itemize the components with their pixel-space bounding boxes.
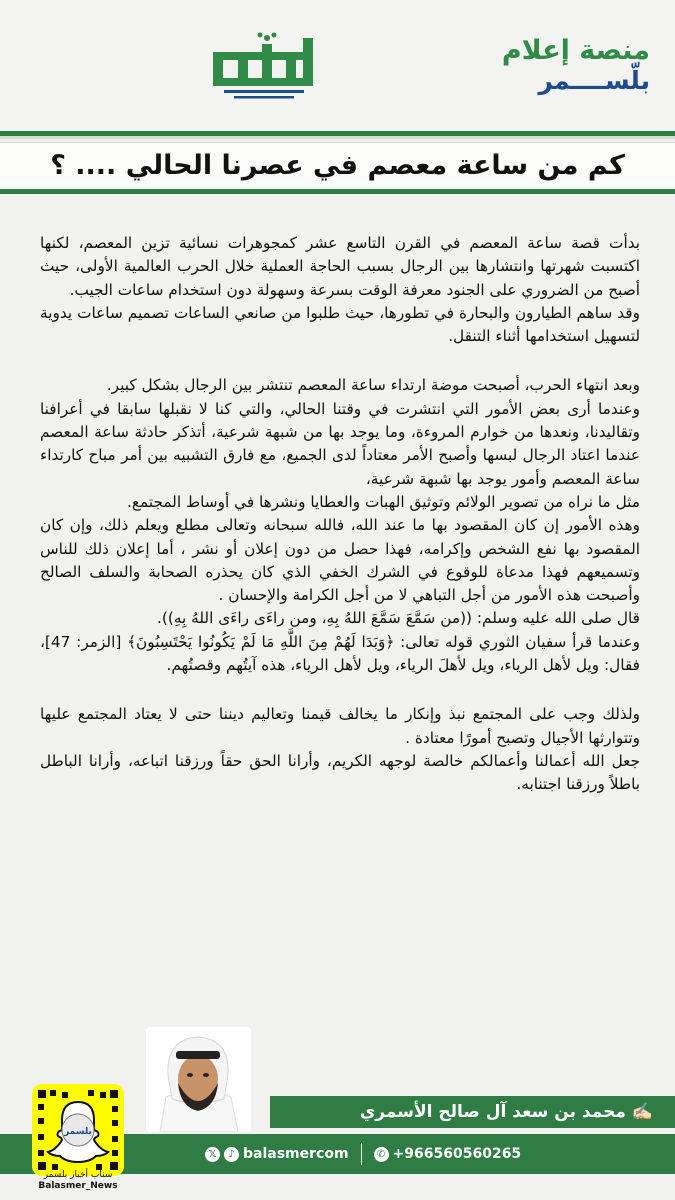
snapchat-caption-ar: سناب أخبار بلسمر — [43, 1170, 113, 1180]
paragraph: بدأت قصة ساعة المعصم في القرن التاسع عشر كمجوهرات نسائية تزين المعصم، لكنها اكتسبت شهرتها وانتشارها بين الرجال بسبب الحاجة العملية خلال الحرب العالمية الأولى، حيث أصبح من الضروري على الجنود معرفة الوقت بسرعة وسهولة دون استخدام ساعات الجيب. — [40, 234, 640, 299]
paragraph-gap — [40, 348, 640, 374]
paragraph: ولذلك وجب على المجتمع نبذ وإنكار ما يخالف قيمنا وتعاليم ديننا حتى لا يعتاد المجتمع عليها وتتوارثها الأجيال وتصبح أمورًا معتادة . — [40, 705, 640, 747]
paragraph: وبعد انتهاء الحرب، أصبحت موضة ارتداء ساعة المعصم تنتشر بين الرجال بشكل كبير. — [106, 376, 640, 395]
tiktok-icon: ♪ — [224, 1147, 239, 1162]
snapchat-caption-en: Balasmer_News — [38, 1181, 118, 1191]
header — [0, 0, 675, 130]
author-name-bar — [270, 1096, 675, 1128]
quran-quote: وعندما قرأ سفيان الثوري قوله تعالى: ﴿وَبَدَا لَهُمْ مِنَ اللَّهِ مَا لَمْ يَكُونُوا يَحْتَسِبُونَ﴾ [الزمر: 47]، فقال: ويل لأهل الرياء، ويل لأهلَ الرياء، ويل لأهل الرياء، هذه آيتُهم وقصتُهم. — [40, 632, 640, 675]
balasmer-logo-icon — [210, 30, 320, 105]
title-bar — [0, 142, 675, 190]
snapcode-icon — [32, 1084, 124, 1176]
closing-prayer: جعل الله أعمالنا وأعمالكم خالصة لوجهه الكريم، وأرانا الحق حقاً ورزقنا اتباعه، وأرانا الباطل باطلاً ورزقنا اجتنابه. — [40, 751, 640, 794]
whatsapp-icon: ✆ — [374, 1147, 389, 1162]
article-body — [40, 232, 640, 797]
footer-separator — [361, 1143, 362, 1165]
footer-contacts — [205, 1134, 521, 1174]
hadith-quote: قال صلى الله عليه وسلم: ((من سَمَّعَ سَمَّعَ اللهُ بِهِ، ومن راءَى راءَى اللهُ بِهِ)). — [157, 609, 640, 628]
author-avatar-icon — [146, 1027, 251, 1132]
author-name: ✍🏻 محمد بن سعد آل صالح الأسمري — [359, 1102, 653, 1122]
header-divider-light — [0, 136, 675, 139]
title-divider-green — [0, 189, 675, 194]
paragraph: وعندما أرى بعض الأمور التي انتشرت في وقتنا الحالي، والتي كنا لا نقبلها سابقا في أعرافنا وتقاليدنا، ونعدها من خوارم المروءة، وما يوجد بها من شبهة شرعية، أتذكر حادثة ساعة المعصم عندما اعتاد الرجال لبسها وأصبح الأمر معتاداً لدى الجميع، مع فارق التشبيه بين أمر مباح كارتداء ساعة المعصم وأمور يوجد بها شبهة شرعية، — [40, 399, 640, 488]
author-photo — [146, 1027, 251, 1132]
paragraph: مثل ما نراه من تصوير الولائم وتوثيق الهبات والعطايا ونشرها في أوساط المجتمع. — [127, 492, 640, 511]
social-handle[interactable]: balasmercom — [243, 1146, 349, 1162]
snapchat-caption — [26, 1170, 130, 1192]
phone-number[interactable]: +966560560265 — [392, 1146, 522, 1162]
logo-line-1: منصة إعلام — [501, 35, 650, 66]
paragraph: وقد ساهم الطيارون والبحارة في تطورها، حيث طلبوا من صانعي الساعات تصميم ساعات يدوية لتسهيل استخدامها أثناء التنقل. — [40, 303, 640, 346]
paragraph-gap — [40, 677, 640, 703]
logo-line-2: بلّســــمر — [538, 66, 650, 95]
x-twitter-icon: 𝕏 — [205, 1147, 220, 1162]
logo-text — [502, 36, 650, 96]
svg-text:بلسمر: بلسمر — [64, 1127, 92, 1137]
page-title: كم من ساعة معصم في عصرنا الحالي .... ؟ — [50, 150, 625, 181]
snapchat-qr[interactable] — [32, 1084, 124, 1176]
paragraph: وهذه الأمور إن كان المقصود بها ما عند الله، فالله سبحانه وتعالى مطلع ويعلم ذلك، وإن كان المقصود بها نفع الشخص وإكرامه، فهذا حصل من دون إعلان أو نشر ، أما إعلان ذلك للناس وتسميعهم فهذا مدعاة للوقوع في الشرك الخفي الذي كان يحذره الصحابة والسلف الصالح وأصبحت هذه الأمور من أجل التباهي لا من أجل الكرامة والإحسان . — [40, 516, 640, 605]
